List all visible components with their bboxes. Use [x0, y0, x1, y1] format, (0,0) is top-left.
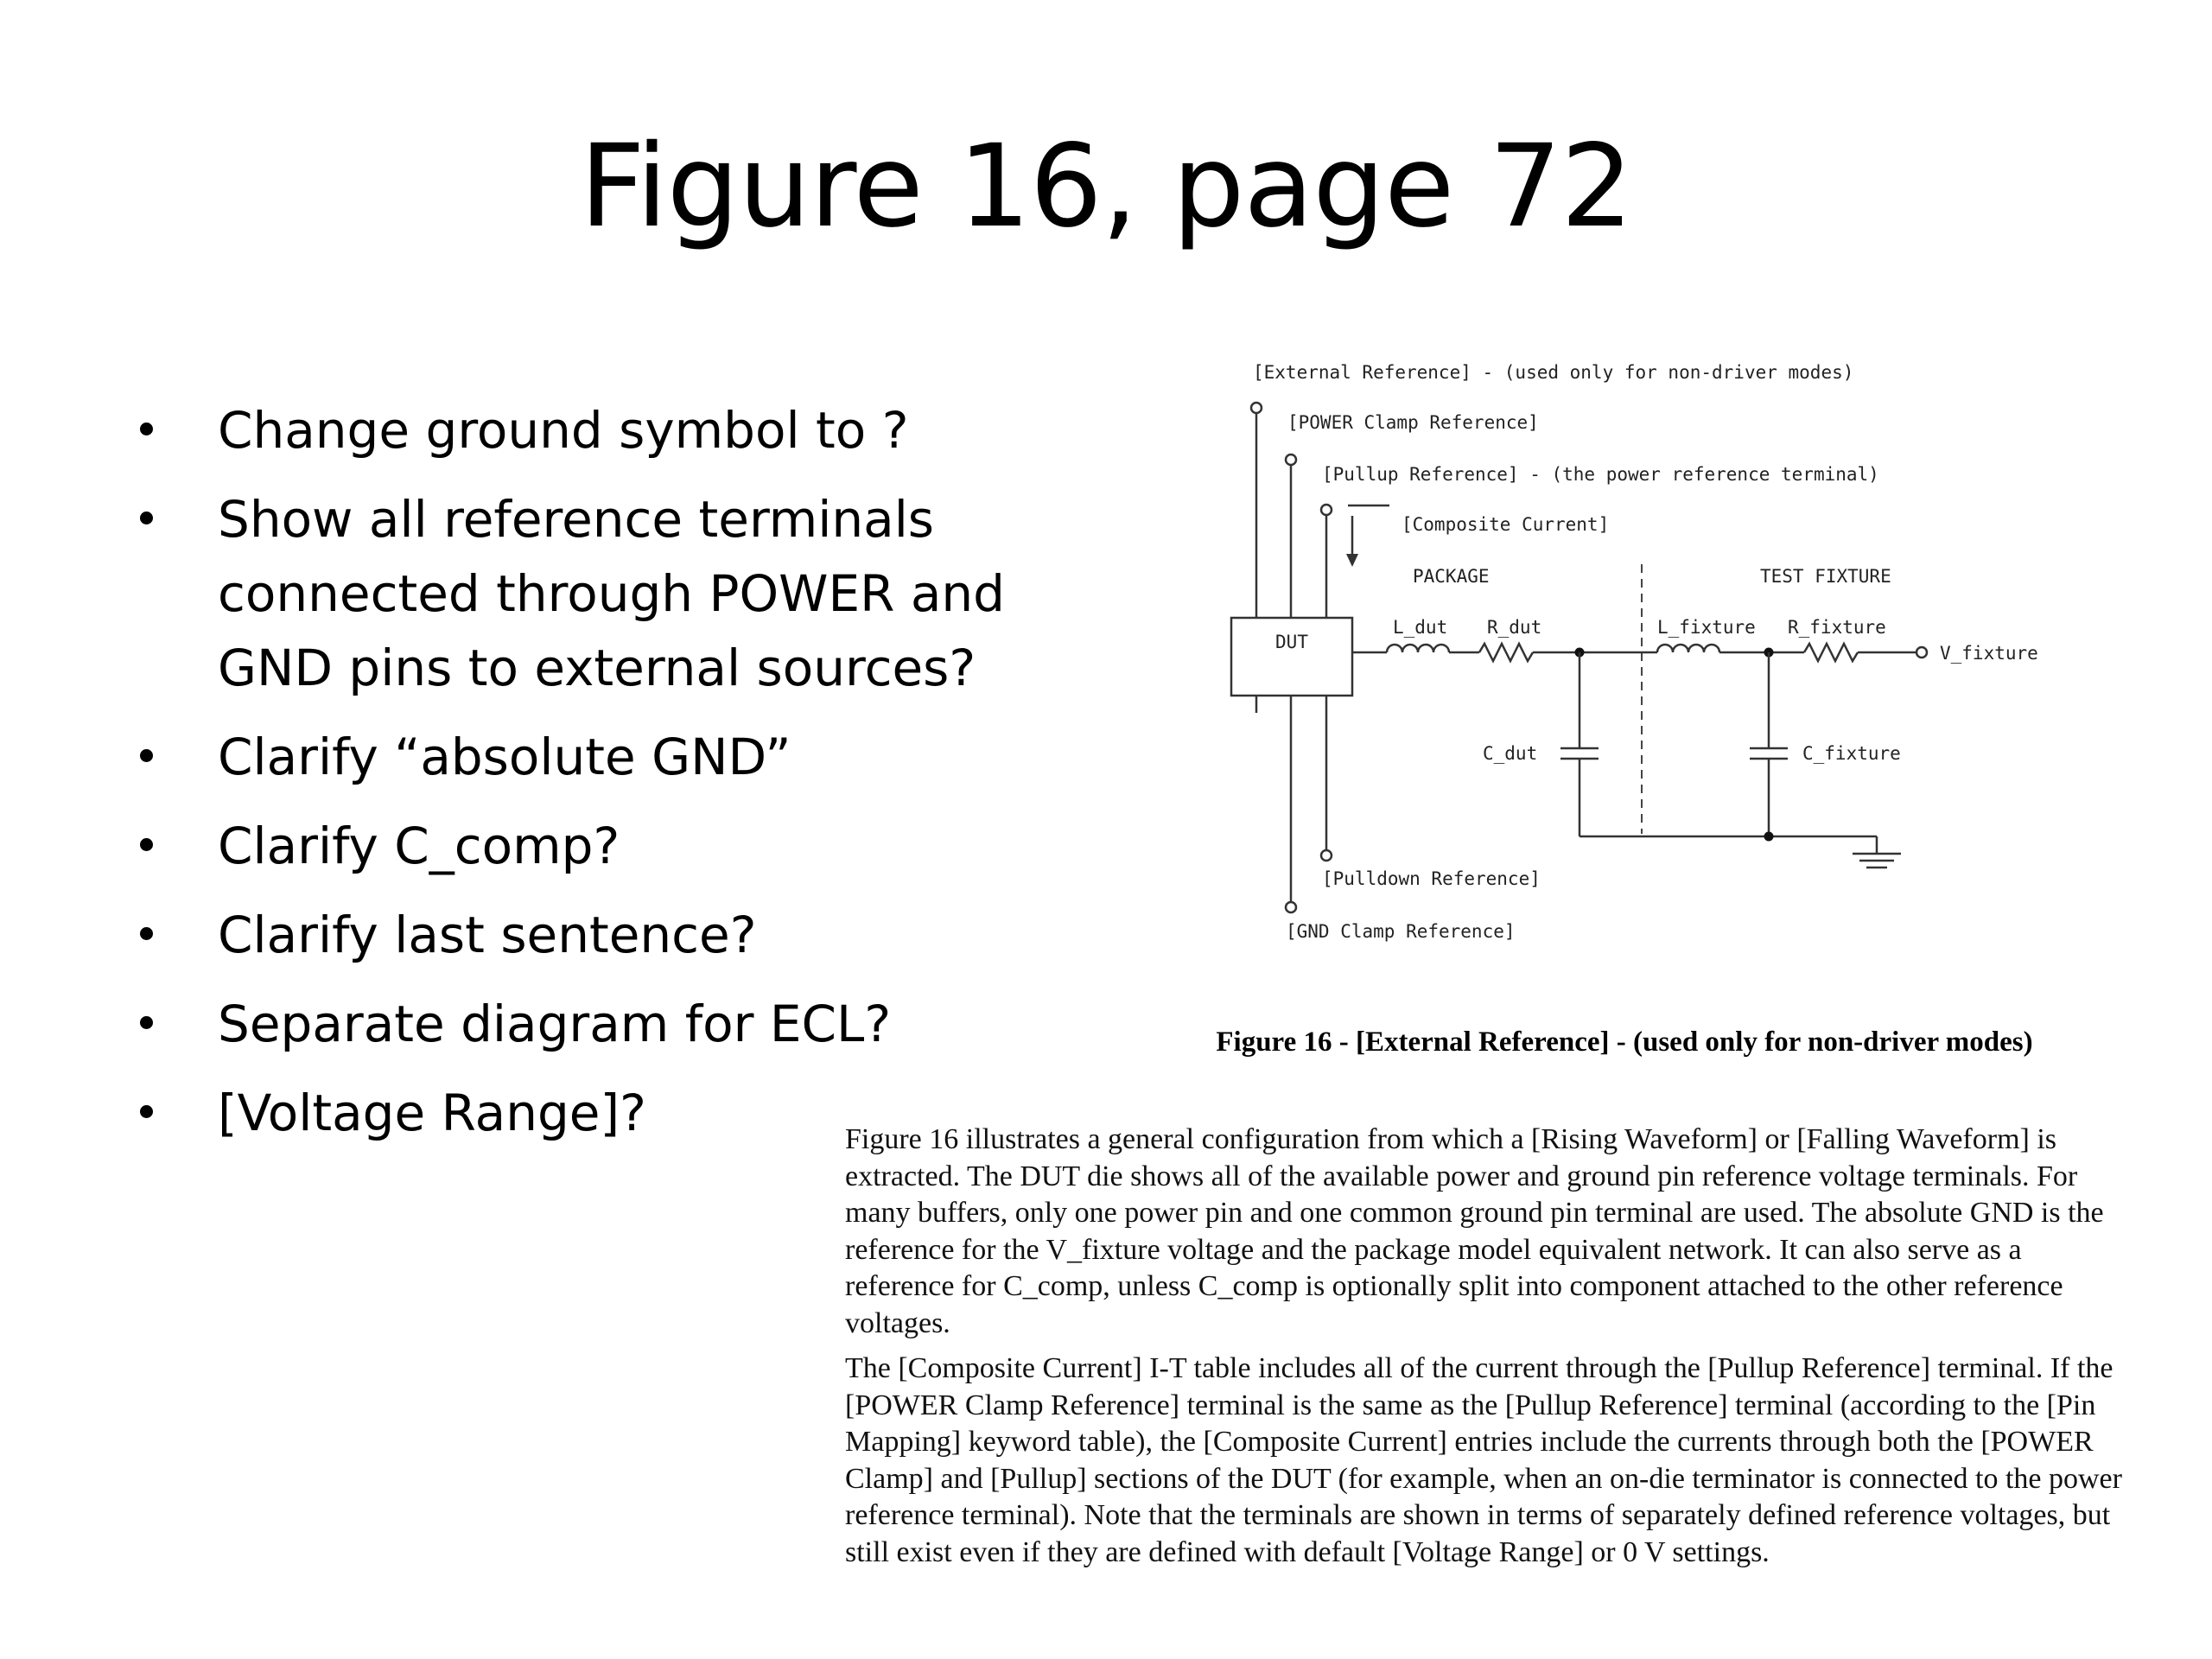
- figure-caption: Figure 16 - [External Reference] - (used only for non-driver modes): [1216, 1027, 2033, 1058]
- bullet-icon: [140, 838, 153, 851]
- slide-title: Figure 16, page 72: [579, 120, 1633, 253]
- figure-description: [845, 1122, 2124, 1580]
- node-dot: [1764, 832, 1774, 842]
- bullet-text: Clarify C_comp?: [218, 817, 620, 875]
- pullup-reference-label: [Pullup Reference] - (the power reference terminal): [1322, 464, 1879, 485]
- bullet-text: Clarify last sentence?: [218, 906, 757, 964]
- external-reference-terminal: [1251, 403, 1262, 413]
- bullet-icon: [140, 423, 153, 435]
- r-fixture-label: R_fixture: [1788, 617, 1886, 638]
- signal-path: [1352, 644, 1927, 661]
- bullet-item: [121, 987, 1089, 1061]
- r-dut-label: R_dut: [1487, 617, 1542, 638]
- r-fixture-resistor-icon: [1804, 644, 1858, 661]
- bullet-item: [121, 720, 1089, 794]
- ground-icon: [1853, 854, 1901, 868]
- r-dut-resistor-icon: [1479, 644, 1533, 661]
- composite-current-arrow: [1346, 505, 1389, 567]
- bullet-text: Show all reference terminals connected through POWER and GND pins to external sources?: [218, 490, 1005, 697]
- bullet-list: [121, 393, 1089, 1165]
- bullet-item: [121, 898, 1089, 972]
- test-fixture-label: TEST FIXTURE: [1760, 566, 1891, 587]
- l-dut-inductor-icon: [1387, 645, 1449, 652]
- pulldown-reference-terminal: [1321, 850, 1332, 861]
- l-fixture-inductor-icon: [1657, 645, 1719, 652]
- package-label: PACKAGE: [1413, 566, 1490, 587]
- bullet-text: [Voltage Range]?: [218, 1084, 646, 1142]
- description-paragraph-2: The [Composite Current] I-T table includes all of the current through the [Pullup Reference] terminal. If the [POWER Clamp Reference] terminal is the same as the [Pullup Reference] terminal (according to the [Pin Mapping] keyword table), the [Composite Current] entries include the currents through both the [POWER Clamp] and [Pullup] sections of the DUT (for example, when an on-die terminator is connected to the power reference terminal). Note that the terminals are shown in terms of separately defined reference voltages, but still exist even if they are defined with default [Voltage Range] or 0 V settings.: [845, 1352, 2122, 1568]
- composite-current-label: [Composite Current]: [1402, 514, 1610, 535]
- c-fixture-label: C_fixture: [1802, 743, 1901, 764]
- gnd-clamp-reference-terminal: [1286, 902, 1296, 912]
- description-paragraph-1: Figure 16 illustrates a general configuration from which a [Rising Waveform] or [Falling Waveform] is extracted. The DUT die shows all of the available power and ground pin reference voltage terminals. For many buffers, only one power pin and one common ground pin terminal are used. The absolute GND is the reference for the V_fixture voltage and the package model equivalent network. It can also serve as a reference for C_comp, unless C_comp is optionally split into component attached to the other reference voltages.: [845, 1123, 2104, 1339]
- v-fixture-label: V_fixture: [1940, 643, 2038, 664]
- pullup-reference-terminal: [1321, 505, 1332, 515]
- l-fixture-label: L_fixture: [1657, 617, 1756, 638]
- bullet-text: Change ground symbol to ?: [218, 401, 909, 460]
- power-clamp-reference-label: [POWER Clamp Reference]: [1287, 412, 1539, 433]
- bullet-icon: [140, 749, 153, 762]
- bullet-text: Clarify “absolute GND”: [218, 728, 791, 786]
- circuit-diagram: [1210, 350, 2126, 972]
- external-reference-label: [External Reference] - (used only for non-driver modes): [1253, 362, 1854, 383]
- dut-label: DUT: [1275, 632, 1308, 652]
- bullet-icon: [140, 512, 153, 524]
- bullet-icon: [140, 927, 153, 940]
- bullet-icon: [140, 1105, 153, 1118]
- bullet-item: [121, 393, 1089, 467]
- bullet-item: [121, 809, 1089, 883]
- bullet-icon: [140, 1016, 153, 1029]
- bullet-item: [121, 482, 1089, 705]
- c-dut-label: C_dut: [1483, 743, 1538, 764]
- dut-die-box: [1231, 618, 1352, 696]
- pulldown-reference-label: [Pulldown Reference]: [1322, 868, 1541, 889]
- gnd-clamp-reference-label: [GND Clamp Reference]: [1286, 921, 1516, 942]
- l-dut-label: L_dut: [1393, 617, 1448, 638]
- bullet-text: Separate diagram for ECL?: [218, 995, 892, 1053]
- power-clamp-reference-terminal: [1286, 454, 1296, 465]
- v-fixture-terminal: [1916, 647, 1927, 658]
